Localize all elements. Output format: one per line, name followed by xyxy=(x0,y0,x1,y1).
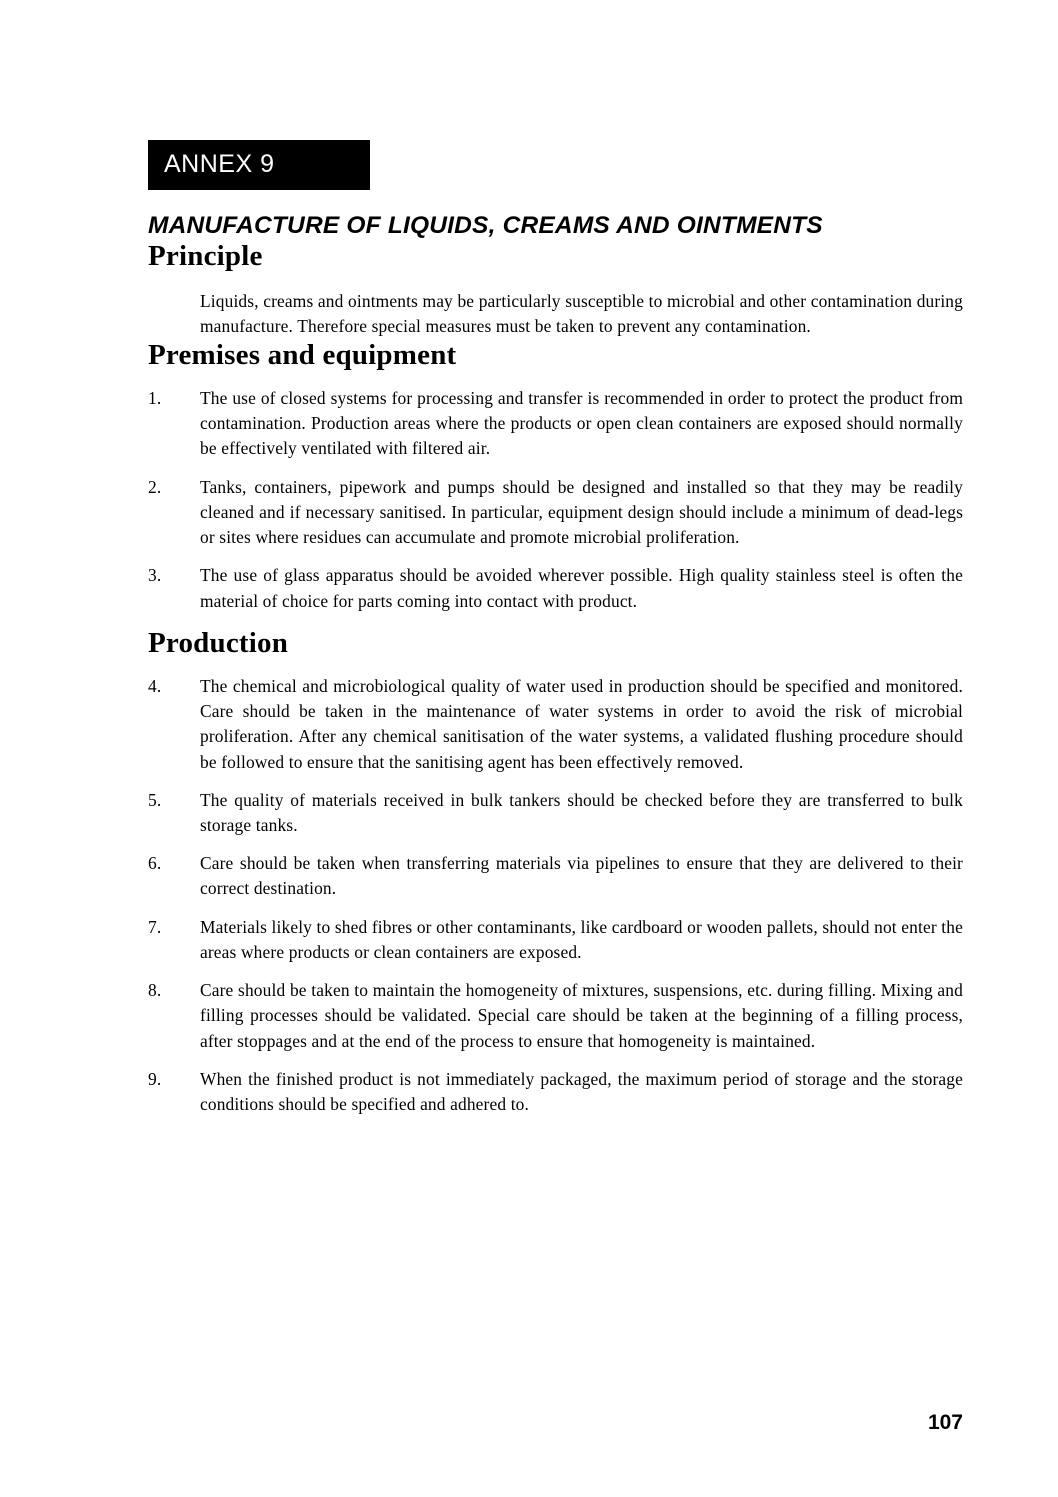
list-item-text: The use of closed systems for processing and transfer is recommended in order to protect the product from contamination. Production areas where the products or open clean containers are exposed should normally be effectively ventilated with filtered air. xyxy=(200,387,963,459)
list-item-number: 7. xyxy=(148,916,162,937)
list-item-text: Tanks, containers, pipework and pumps should be designed and installed so that they may be readily cleaned and if necessary sanitised. In particular, equipment design should include a minimum of dead-legs or sites where residues can accumulate and promote microbial proliferation. xyxy=(200,476,963,548)
section-heading-premises-and-equipment: Premises and equipment xyxy=(148,338,457,371)
list-item xyxy=(148,915,963,965)
list-item-number: 3. xyxy=(148,565,162,586)
list-item xyxy=(148,851,963,901)
list-item xyxy=(148,978,963,1054)
list-item-number: 6. xyxy=(148,853,162,874)
list-item xyxy=(148,788,963,838)
list-item-number: 9. xyxy=(148,1068,162,1089)
section-heading-principle: Principle xyxy=(148,239,263,272)
list-item xyxy=(148,563,963,613)
page-number: 107 xyxy=(927,1411,963,1434)
annex-banner: ANNEX 9 xyxy=(148,140,370,190)
list-item-number: 8. xyxy=(148,980,162,1001)
list-item-text: The chemical and microbiological quality of water used in production should be specified and monitored. Care should be taken in the maintenance of water systems in order to avoid the risk of microbial proliferation. After any chemical sanitisation of the water systems, a validated flushing procedure should be followed to ensure that the sanitising agent has been effectively removed. xyxy=(200,675,963,772)
page-title: MANUFACTURE OF LIQUIDS, CREAMS AND OINTMENTS xyxy=(148,211,823,239)
section-heading-production: Production xyxy=(148,626,289,659)
list-item-text: Materials likely to shed fibres or other contaminants, like cardboard or wooden pallets, should not enter the areas where products or clean containers are exposed. xyxy=(200,916,963,962)
principle-paragraph: Liquids, creams and ointments may be particularly susceptible to microbial and other contamination during manufacture. Therefore special measures must be taken to prevent any contamination. xyxy=(200,290,963,336)
list-item-number: 4. xyxy=(148,675,162,696)
list-item-text: Care should be taken to maintain the homogeneity of mixtures, suspensions, etc. during filling. Mixing and filling processes should be validated. Special care should be taken at the beginning of a filling process, after stoppages and at the end of the process to ensure that homogeneity is maintained. xyxy=(200,980,963,1051)
list-item xyxy=(148,386,963,462)
list-item xyxy=(148,1067,963,1117)
list-item-text: The use of glass apparatus should be avoided wherever possible. High quality stainless steel is often the material of choice for parts coming into contact with product. xyxy=(200,565,963,611)
production-list xyxy=(148,674,963,1118)
list-item-number: 2. xyxy=(148,476,162,497)
list-item xyxy=(148,674,963,775)
list-item xyxy=(148,475,963,551)
list-item-text: When the finished product is not immediately packaged, the maximum period of storage and the storage conditions should be specified and adhered to. xyxy=(200,1068,963,1115)
list-item-text: The quality of materials received in bulk tankers should be checked before they are transferred to bulk storage tanks. xyxy=(200,789,963,836)
list-item-number: 1. xyxy=(148,387,162,408)
premises-list xyxy=(148,386,963,614)
list-item-text: Care should be taken when transferring materials via pipelines to ensure that they are delivered to their correct destination. xyxy=(200,853,963,899)
list-item-number: 5. xyxy=(148,789,162,810)
